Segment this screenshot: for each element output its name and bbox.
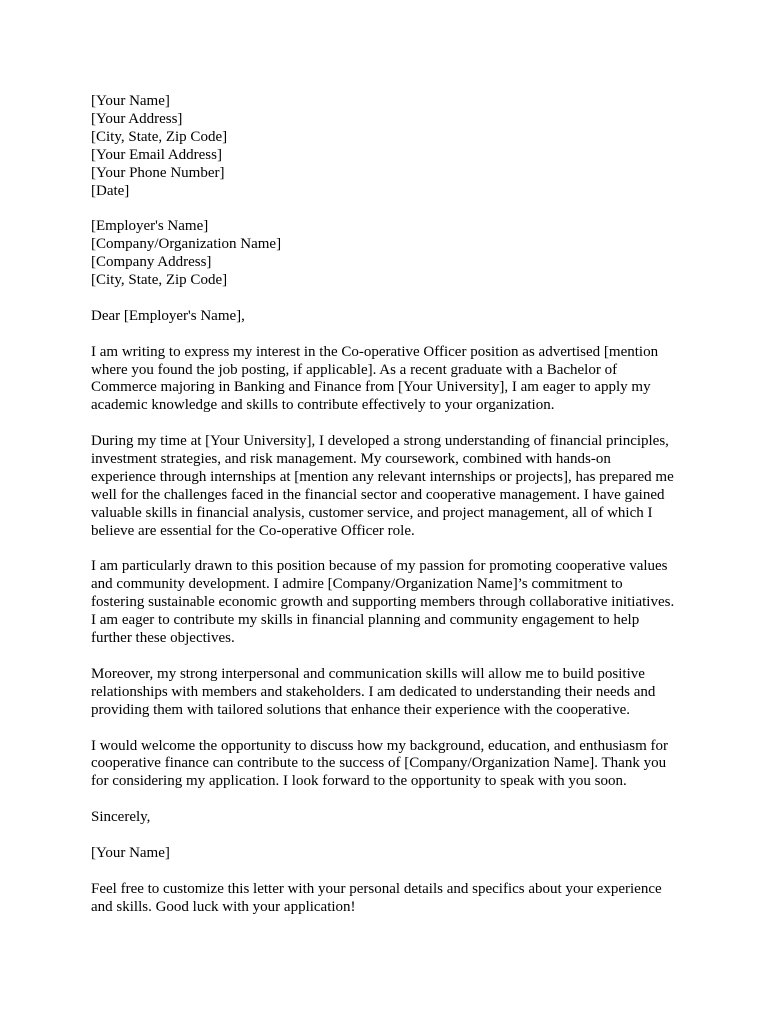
company-city-state-zip: [City, State, Zip Code] [91, 272, 228, 289]
complimentary-closing: Sincerely, [91, 809, 151, 826]
text-line: I am eager to contribute my skills in financial planning and community engagement to help [91, 612, 640, 629]
text-line: providing them with tailored solutions that enhance their experience with the cooperative. [91, 701, 630, 718]
text-line: where you found the job posting, if applicable]. As a recent graduate with a Bachelor of [91, 361, 618, 378]
text-line: investment strategies, and risk management. My coursework, combined with hands-on [91, 451, 611, 468]
customization-note [91, 881, 691, 917]
recipient-address-block [91, 218, 691, 290]
sender-city-state-zip: [City, State, Zip Code] [91, 128, 228, 145]
text-line: and community development. I admire [Company/Organization Name]’s commitment to [91, 576, 623, 593]
employer-name: [Employer's Name] [91, 218, 209, 235]
text-line: I am writing to express my interest in the Co-operative Officer position as advertised [mention [91, 343, 659, 360]
company-name: [Company/Organization Name] [91, 236, 282, 253]
body-paragraph-intro [91, 344, 691, 416]
text-line: fostering sustainable economic growth and supporting members through collaborative initiatives. [91, 594, 675, 611]
text-line: academic knowledge and skills to contribute effectively to your organization. [91, 397, 555, 414]
text-line: relationships with members and stakeholders. I am dedicated to understanding their needs and [91, 683, 656, 700]
text-line: cooperative finance can contribute to the success of [Company/Organization Name]. Thank you [91, 755, 667, 772]
salutation: Dear [Employer's Name], [91, 307, 245, 324]
sender-address-block [91, 93, 691, 200]
sender-address: [Your Address] [91, 110, 183, 127]
body-paragraph-skills [91, 666, 691, 720]
text-line: valuable skills in financial analysis, customer service, and project management, all of which I [91, 504, 653, 521]
text-line: and skills. Good luck with your application! [91, 898, 356, 915]
body-paragraph-education [91, 433, 691, 540]
text-line: I am particularly drawn to this position because of my passion for promoting cooperative values [91, 558, 668, 575]
sender-phone: [Your Phone Number] [91, 164, 225, 181]
text-line: for considering my application. I look forward to the opportunity to speak with you soon. [91, 773, 627, 790]
body-paragraph-motivation [91, 558, 691, 648]
text-line: During my time at [Your University], I developed a strong understanding of financial principles, [91, 433, 669, 450]
company-address: [Company Address] [91, 254, 212, 271]
text-line: further these objectives. [91, 630, 235, 647]
body-paragraph-closing [91, 738, 691, 792]
text-line: Commerce majoring in Banking and Finance from [Your University], I am eager to apply my [91, 379, 651, 396]
text-line: I would welcome the opportunity to discuss how my background, education, and enthusiasm for [91, 737, 668, 754]
text-line: experience through internships at [mention any relevant internships or projects], has prepared me [91, 468, 674, 485]
signature-name: [Your Name] [91, 844, 170, 861]
cover-letter [91, 93, 691, 934]
sender-email: [Your Email Address] [91, 146, 222, 163]
text-line: believe are essential for the Co-operative Officer role. [91, 522, 415, 539]
letter-date: [Date] [91, 182, 130, 199]
text-line: Feel free to customize this letter with your personal details and specifics about your experience [91, 880, 662, 897]
text-line: Moreover, my strong interpersonal and communication skills will allow me to build positive [91, 665, 645, 682]
text-line: well for the challenges faced in the financial sector and cooperative management. I have gained [91, 486, 665, 503]
sender-name: [Your Name] [91, 93, 170, 109]
